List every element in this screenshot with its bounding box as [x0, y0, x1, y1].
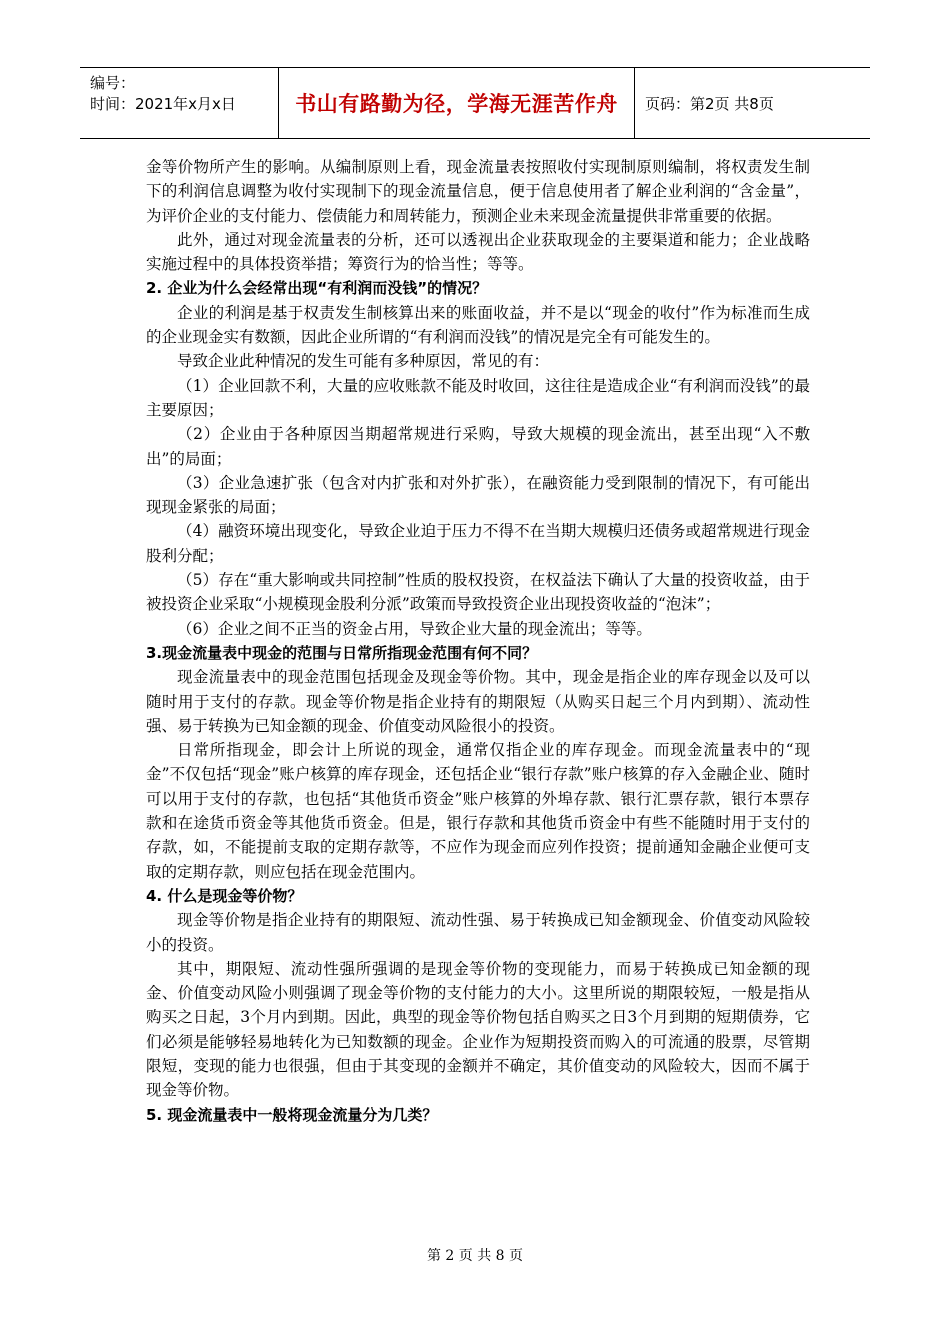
- section-heading: 4. 什么是现金等价物？: [146, 886, 303, 905]
- section-heading: 2. 企业为什么会经常出现“有利润而没钱”的情况？: [146, 279, 488, 298]
- paragraph: 金等价物所产生的影响。从编制原则上看，现金流量表按照收付实现制原则编制，将权责发生制下的利润信息调整为收付实现制下的现金流量信息，便于信息使用者了解企业利润的“含金量”，为评价企业的支付能力、偿债能力和周转能力，预测企业未来现金流量提供非常重要的依据。: [146, 158, 810, 225]
- date-line: 时间：2021年x月x日: [90, 95, 236, 113]
- header-motto: 书山有路勤为径，学海无涯苦作舟: [279, 68, 635, 138]
- list-item: （4）融资环境出现变化，导致企业迫于压力不得不在当期大规模归还债务或超常规进行现金股利分配；: [146, 522, 810, 565]
- paragraph: 企业的利润是基于权责发生制核算出来的账面收益，并不是以“现金的收付”作为标准而生成的企业现金实有数额，因此企业所谓的“有利润而没钱”的情况是完全有可能发生的。: [146, 303, 810, 347]
- page-footer: 第 2 页 共 8 页: [426, 1248, 524, 1264]
- list-item: （5）存在“重大影响或共同控制”性质的股权投资，在权益法下确认了大量的投资收益，由于被投资企业采取“小规模现金股利分派”政策而导致投资企业出现投资收益的“泡沫”；: [146, 571, 810, 614]
- section-heading: 5. 现金流量表中一般将现金流量分为几类？: [146, 1105, 438, 1124]
- paragraph: 现金等价物是指企业持有的期限短、流动性强、易于转换成已知金额现金、价值变动风险较小的投资。: [146, 911, 810, 954]
- document-body: [146, 155, 810, 1127]
- paragraph: 导致企业此种情况的发生可能有多种原因，常见的有：: [177, 352, 550, 371]
- header-meta: [80, 68, 279, 138]
- list-item: （1）企业回款不利，大量的应收账款不能及时收回，这往往是造成企业“有利润而没钱”的最主要原因；: [146, 376, 810, 419]
- page-header: [80, 67, 870, 139]
- paragraph: 现金流量表中的现金范围包括现金及现金等价物。其中，现金是指企业的库存现金以及可以随时用于支付的存款。现金等价物是指企业持有的期限短（从购买日起三个月内到期）、流动性强、易于转换为已知金额的现金、价值变动风险很小的投资。: [146, 668, 810, 735]
- list-item: （6）企业之间不正当的资金占用，导致企业大量的现金流出；等等。: [177, 619, 652, 638]
- header-page-info: 页码：第2页 共8页: [645, 94, 774, 113]
- list-item: （2）企业由于各种原因当期超常规进行采购，导致大规模的现金流出，甚至出现“入不敷出”的局面；: [146, 425, 810, 468]
- paragraph: 此外，通过对现金流量表的分析，还可以透视出企业获取现金的主要渠道和能力；企业战略实施过程中的具体投资举措；筹资行为的恰当性；等等。: [146, 230, 810, 274]
- paragraph: 日常所指现金，即会计上所说的现金，通常仅指企业的库存现金。而现金流量表中的“现金”不仅包括“现金”账户核算的库存现金，还包括企业“银行存款”账户核算的存入金融企业、随时可以用于支付的存款，也包括“其他货币资金”账户核算的外埠存款、银行汇票存款，银行本票存款和在途货币资金等其他货币资金。但是，银行存款和其他货币资金中有些不能随时用于支付的存款，如，不能提前支取的定期存款等，不应作为现金而应列作投资；提前通知金融企业便可支取的定期存款，则应包括在现金范围内。: [146, 741, 810, 881]
- paragraph: 其中，期限短、流动性强所强调的是现金等价物的变现能力，而易于转换成已知金额的现金、价值变动风险小则强调了现金等价物的支付能力的大小。这里所说的期限较短，一般是指从购买之日起，3个月内到期。因此，典型的现金等价物包括自购买之日3个月到期的短期债券，它们必须是能够轻易地转化为已知数额的现金。企业作为短期投资而购入的可流通的股票，尽管期限短，变现的能力也很强，但由于其变现的金额并不确定，其价值变动的风险较大，因而不属于现金等价物。: [146, 959, 810, 1100]
- section-heading: 3.现金流量表中现金的范围与日常所指现金范围有何不同？: [146, 643, 538, 662]
- number-label: 编号：: [90, 74, 136, 92]
- list-item: （3）企业急速扩张（包含对内扩张和对外扩张），在融资能力受到限制的情况下，有可能出现现金紧张的局面；: [146, 473, 810, 517]
